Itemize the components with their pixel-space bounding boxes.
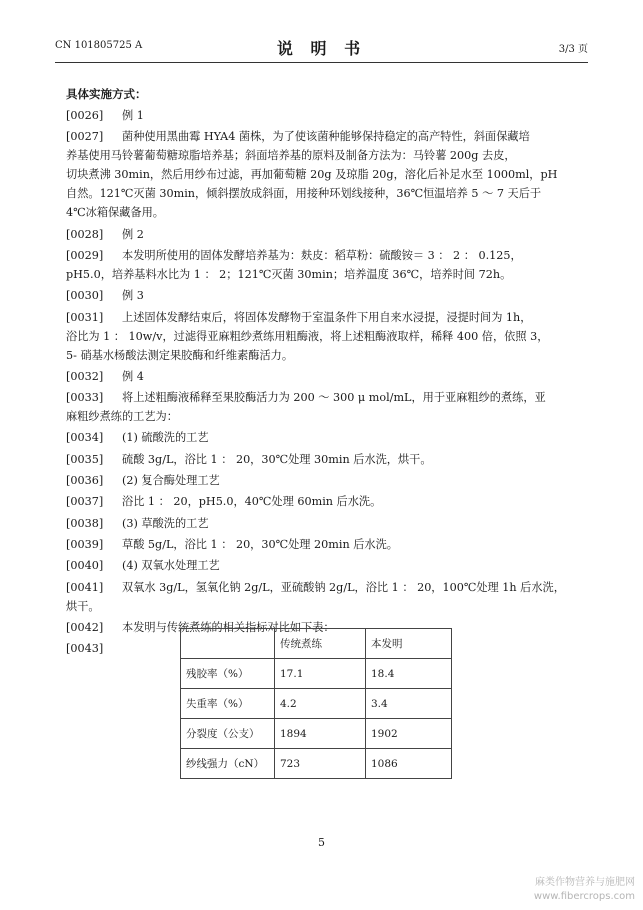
paragraph-number: [0030] — [66, 289, 104, 303]
paragraph-number: [0039] — [66, 537, 104, 551]
paragraph-number: [0040] — [66, 559, 104, 573]
paragraph-text: 例 3 — [122, 289, 144, 303]
paragraph-continuation: 5- 硝基水杨酸法测定果胶酶和纤维素酶活力。 — [66, 348, 294, 362]
watermark — [534, 876, 635, 904]
paragraph — [66, 127, 586, 222]
table-cell: 1894 — [275, 719, 366, 749]
paragraph-text: 例 2 — [122, 227, 144, 241]
table-row — [181, 749, 452, 779]
paragraph-text: (1) 硫酸洗的工艺 — [122, 431, 209, 445]
paragraph — [66, 450, 586, 469]
paragraph-continuation: pH5.0，培养基料水比为 1 ： 2；121℃灭菌 30min；培养温度 36℃，培养时间 72h。 — [66, 267, 512, 281]
paragraph-continuation: 4℃冰箱保藏备用。 — [66, 206, 164, 220]
table-cell: 1086 — [366, 749, 452, 779]
table-row — [181, 719, 452, 749]
paragraph-number: [0043] — [66, 642, 104, 656]
table-cell: 失重率（%） — [181, 689, 275, 719]
paragraph-text: 上述固体发酵结束后，将固体发酵物于室温条件下用自来水浸提，浸提时间为 1h， — [122, 310, 532, 324]
doc-number: CN 101805725 A — [55, 40, 143, 51]
table-header-row — [181, 629, 452, 659]
paragraph-text: 将上述粗酶液稀释至果胶酶活力为 200 ～ 300 μ mol/mL，用于亚麻粗纱的煮练，亚 — [122, 391, 546, 405]
paragraph-number: [0041] — [66, 580, 104, 594]
page-info: 3/3 页 — [558, 44, 588, 55]
page-header — [55, 36, 588, 58]
paragraph-text: 菌种使用黑曲霉 HYA4 菌株，为了使该菌种能够保持稳定的高产特性，斜面保藏培 — [122, 130, 530, 144]
table-cell: 3.4 — [366, 689, 452, 719]
paragraph — [66, 367, 586, 386]
paragraph-text: (3) 草酸洗的工艺 — [122, 516, 209, 530]
paragraph-continuation: 养基使用马铃薯葡萄糖琼脂培养基；斜面培养基的原料及制备方法为：马铃薯 200g 去皮， — [66, 149, 516, 163]
paragraph — [66, 471, 586, 490]
table-row — [181, 659, 452, 689]
paragraph — [66, 492, 586, 511]
doc-title: 说 明 书 — [276, 39, 367, 58]
paragraph-number: [0029] — [66, 248, 104, 262]
table-header-cell: 传统煮练 — [275, 629, 366, 659]
table-cell: 18.4 — [366, 659, 452, 689]
paragraph-text: 例 4 — [122, 369, 144, 383]
paragraph-text: 草酸 5g/L，浴比 1 ： 20，30℃处理 20min 后水洗。 — [122, 537, 398, 551]
paragraph — [66, 388, 586, 426]
paragraph-continuation: 浴比为 1 ： 10w/v，过滤得亚麻粗纱煮练用粗酶液，将上述粗酶液取样，稀释 400 倍，依照 3， — [66, 329, 549, 343]
paragraph — [66, 246, 586, 284]
paragraph — [66, 106, 586, 125]
table-cell: 分裂度（公支） — [181, 719, 275, 749]
paragraph-text: 浴比 1 ： 20，pH5.0，40℃处理 60min 后水洗。 — [122, 495, 382, 509]
paragraph-number: [0042] — [66, 620, 104, 634]
paragraph-number: [0027] — [66, 130, 104, 144]
table-cell: 1902 — [366, 719, 452, 749]
paragraph-number: [0028] — [66, 227, 104, 241]
paragraph — [66, 556, 586, 575]
paragraph-number: [0038] — [66, 516, 104, 530]
paragraph — [66, 428, 586, 447]
comparison-table — [180, 628, 452, 779]
paragraph-continuation: 切块煮沸 30min，然后用纱布过滤，再加葡萄糖 20g 及琼脂 20g，溶化后补足水至 1000ml，pH — [66, 168, 558, 182]
paragraph-text: 双氧水 3g/L，氢氧化钠 2g/L，亚硫酸钠 2g/L，浴比 1 ： 20，100℃处理 1h 后水洗， — [122, 580, 565, 594]
table-cell: 17.1 — [275, 659, 366, 689]
paragraph-text: 例 1 — [122, 109, 144, 122]
paragraph — [66, 225, 586, 244]
section-heading: 具体实施方式： — [66, 87, 147, 101]
table-row — [181, 689, 452, 719]
paragraph-continuation: 自然。121℃灭菌 30min，倾斜摆放成斜面，用接种环划线接种，36℃恒温培养 5 ～ 7 天后于 — [66, 187, 542, 201]
paragraph — [66, 535, 586, 554]
paragraph-text: (2) 复合酶处理工艺 — [122, 474, 220, 487]
table-cell: 纱线强力（cN） — [181, 749, 275, 779]
table-cell: 残胶率（%） — [181, 659, 275, 689]
paragraph-text: 硫酸 3g/L，浴比 1 ： 20，30℃处理 30min 后水洗，烘干。 — [122, 452, 432, 466]
table-header-cell: 本发明 — [366, 629, 452, 659]
watermark-name: 麻类作物营养与施肥网 — [535, 877, 635, 888]
table-cell: 723 — [275, 749, 366, 779]
paragraph-text: 本发明所使用的固体发酵培养基为：麸皮：稻草粉：硫酸铵＝ 3 ： 2 ： 0.125， — [122, 248, 522, 262]
paragraph-number: [0035] — [66, 452, 104, 466]
watermark-url: www.fibercrops.com — [533, 891, 635, 902]
paragraph — [66, 286, 586, 305]
paragraph-continuation: 烘干。 — [66, 599, 100, 613]
paragraph — [66, 578, 586, 616]
paragraph-number: [0026] — [66, 109, 104, 122]
paragraph-number: [0034] — [66, 431, 104, 445]
page-number: 5 — [318, 836, 325, 849]
paragraph — [66, 308, 586, 365]
paragraph-number: [0036] — [66, 474, 104, 487]
table-cell: 4.2 — [275, 689, 366, 719]
paragraph-text: (4) 双氧水处理工艺 — [122, 559, 220, 573]
paragraph-text: 本发明与传统煮练的相关指标对比如下表： — [122, 620, 335, 634]
paragraph-number: [0032] — [66, 369, 104, 383]
paragraph-number: [0037] — [66, 495, 104, 509]
paragraph-number: [0031] — [66, 310, 104, 324]
table-header-cell — [181, 629, 275, 659]
paragraph — [66, 514, 586, 533]
paragraph-continuation: 麻粗纱煮练的工艺为： — [66, 410, 178, 424]
header-divider — [55, 62, 588, 63]
paragraph-number: [0033] — [66, 391, 104, 405]
